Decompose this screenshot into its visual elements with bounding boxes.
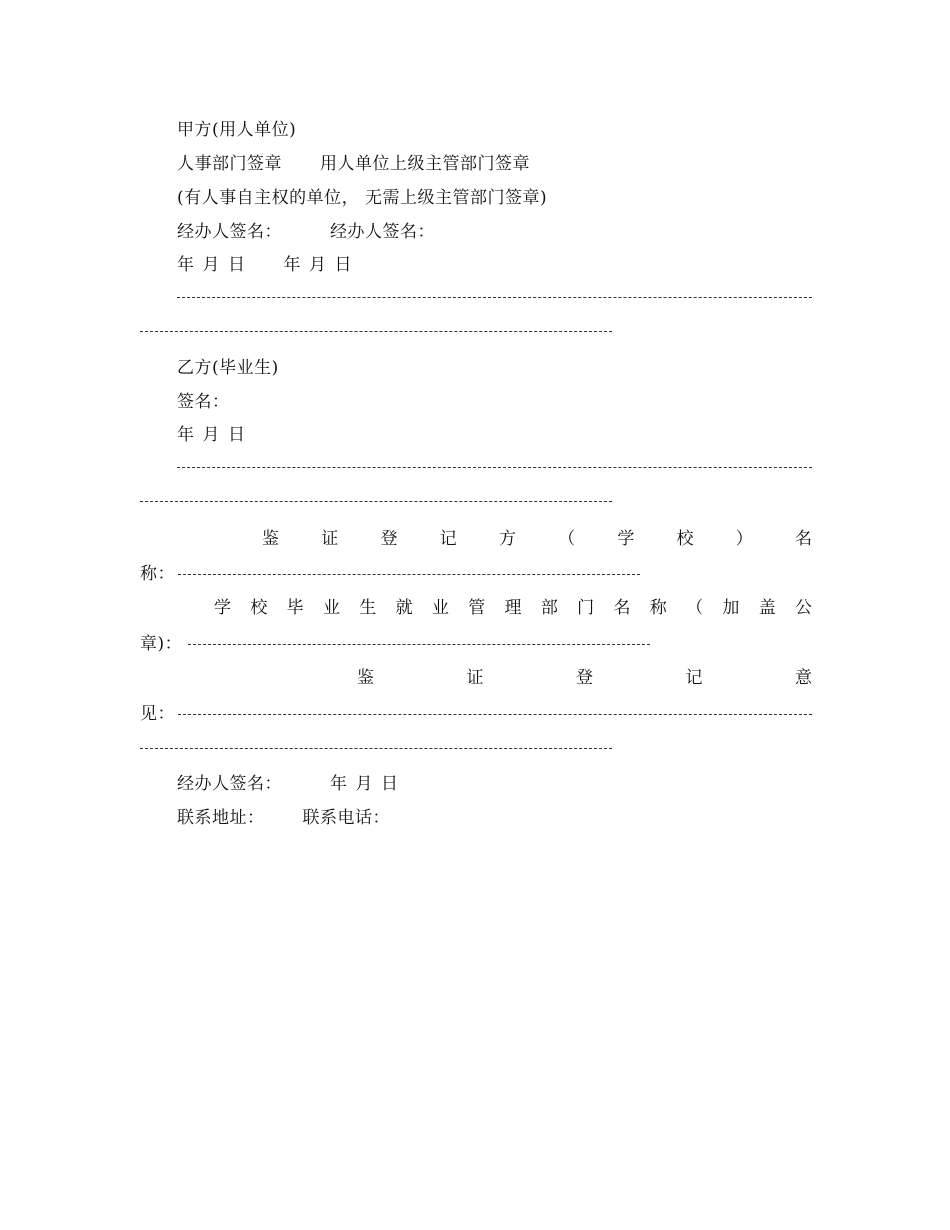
party-a-seal-line	[177, 147, 812, 181]
label-char: 部	[540, 598, 558, 618]
label-char: 加	[722, 598, 740, 618]
label-char: 名	[613, 598, 631, 618]
label-char: 名	[794, 529, 812, 549]
label-char: 记	[439, 529, 457, 549]
contact-phone-label: 联系电话：	[302, 808, 390, 828]
label-char: 记	[685, 668, 703, 688]
label-char: ）	[735, 529, 753, 549]
label-char: 理	[504, 598, 522, 618]
verification-party-name-label	[262, 522, 812, 556]
label-char: 鉴	[262, 529, 279, 549]
verification-opinion-label	[357, 661, 812, 695]
fill-in-dashed-line	[178, 574, 640, 575]
label-char: （	[558, 529, 576, 549]
date-day: 日	[334, 255, 352, 275]
date-month: 月	[309, 255, 327, 275]
label-char: 公	[795, 598, 812, 618]
label-char: 登	[380, 529, 398, 549]
label-char: 方	[498, 529, 516, 549]
footer-contact-line	[177, 801, 812, 835]
contact-address-label: 联系地址：	[177, 808, 265, 828]
party-b-date-line	[177, 418, 812, 452]
date-month: 月	[202, 255, 220, 275]
date-day: 日	[228, 425, 246, 445]
fill-in-dashed-line	[178, 714, 812, 715]
fill-in-dashed-line	[188, 644, 650, 645]
label-char: 业	[322, 598, 340, 618]
separator-dashed-line	[177, 467, 812, 468]
school-dept-name-end: 章)：	[140, 634, 183, 654]
date-month: 月	[355, 774, 373, 794]
verification-opinion-end: 见：	[140, 704, 175, 724]
superior-seal-label: 用人单位上级主管部门签章	[320, 154, 530, 174]
label-char: 证	[321, 529, 339, 549]
separator-dashed-line	[177, 297, 812, 298]
label-char: 就	[395, 598, 413, 618]
fill-in-dashed-line	[140, 748, 612, 749]
party-a-title: 甲方(用人单位)	[177, 120, 297, 140]
verification-party-name-end: 称：	[140, 564, 175, 584]
date-year: 年	[177, 425, 195, 445]
label-char: 管	[468, 598, 486, 618]
party-a-note: (有人事自主权的单位， 无需上级主管部门签章)	[177, 188, 548, 208]
date-year: 年	[177, 255, 195, 275]
separator-dashed-line	[140, 501, 612, 502]
label-char: 校	[676, 529, 694, 549]
party-a-date-line	[177, 248, 812, 282]
label-char: 门	[577, 598, 595, 618]
handler-sign-label: 经办人签名：	[177, 774, 282, 794]
footer-sign-line	[177, 767, 812, 801]
label-char: 称	[649, 598, 667, 618]
label-char: 盖	[758, 598, 776, 618]
label-char: （	[686, 598, 704, 618]
label-char: 学	[617, 529, 635, 549]
party-b-title: 乙方(毕业生)	[177, 358, 279, 378]
label-char: 鉴	[357, 668, 374, 688]
party-b-sign-label: 签名：	[177, 392, 230, 412]
party-a-sign-line	[177, 215, 812, 249]
handler-sign-label-2: 经办人签名：	[330, 222, 435, 242]
label-char: 证	[466, 668, 484, 688]
date-year: 年	[330, 774, 348, 794]
date-day: 日	[228, 255, 246, 275]
label-char: 业	[431, 598, 449, 618]
separator-dashed-line	[140, 331, 612, 332]
date-month: 月	[202, 425, 220, 445]
label-char: 学	[214, 598, 231, 618]
label-char: 生	[359, 598, 377, 618]
label-char: 校	[250, 598, 268, 618]
hr-seal-label: 人事部门签章	[177, 154, 282, 174]
label-char: 毕	[286, 598, 304, 618]
date-day: 日	[381, 774, 399, 794]
label-char: 意	[795, 668, 812, 688]
school-dept-name-label	[214, 591, 812, 625]
handler-sign-label-1: 经办人签名：	[177, 222, 282, 242]
label-char: 登	[576, 668, 593, 688]
date-year: 年	[283, 255, 301, 275]
